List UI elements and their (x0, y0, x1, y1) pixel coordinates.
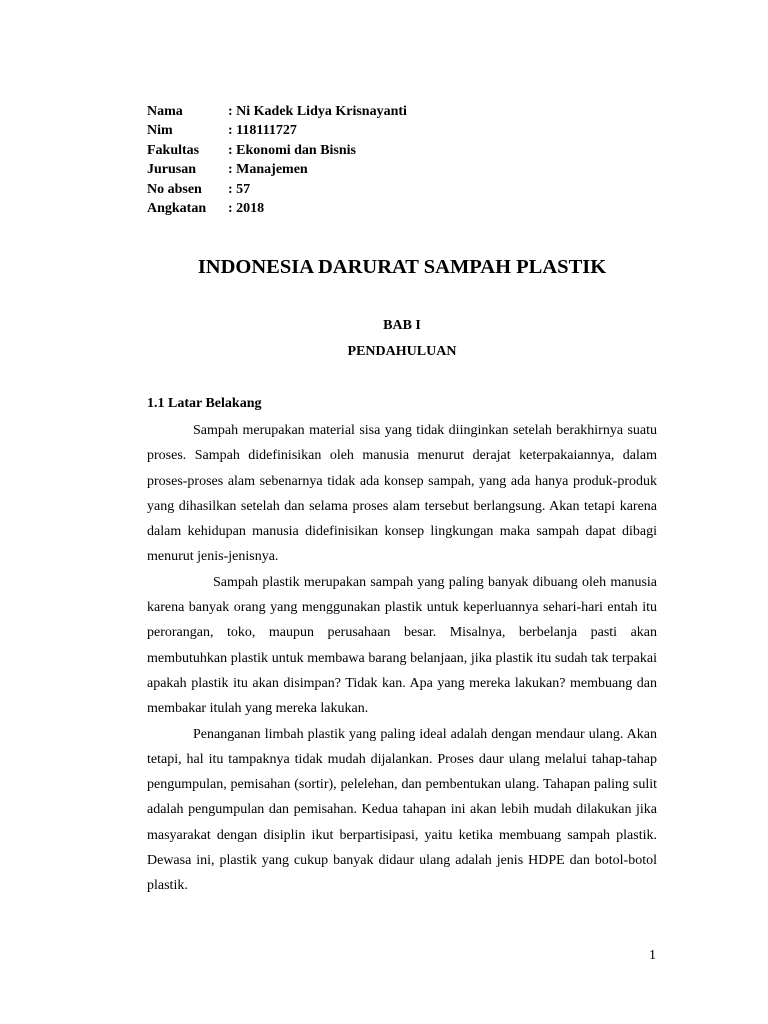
info-label: No absen (147, 181, 202, 197)
info-row-nim (147, 121, 407, 140)
body-text (147, 418, 657, 899)
document-title: INDONESIA DARURAT SAMPAH PLASTIK (197, 256, 607, 278)
info-value: : Ni Kadek Lidya Krisnayanti (228, 104, 407, 119)
paragraph-2: Sampah plastik merupakan sampah yang paling banyak dibuang oleh manusia karena banyak orang yang menggunakan plastik untuk keperluannya sehari-hari entah itu perorangan, toko, maupun perusahaan besar. Misalnya, berbelanja pasti akan membutuhkan plastik untuk membawa barang belanjaan, jika plastik itu sudah tak terpakai apakah plastik itu akan disimpan? Tidak kan. Apa yang mereka lakukan? membuang dan membakar itulah yang mereka lakukan. (147, 574, 657, 717)
info-row-fakultas (147, 141, 407, 160)
section-heading: 1.1 Latar Belakang (147, 396, 262, 411)
info-value: : 57 (228, 181, 251, 197)
info-label: Angkatan (147, 201, 207, 217)
paragraph-1: Sampah merupakan material sisa yang tidak diinginkan setelah berakhirnya suatu proses. Sampah didefinisikan oleh manusia menurut derajat keterpakaiannya, dalam proses-proses alam sebenarnya tidak ada konsep sampah, yang ada hanya produk-produk yang dihasilkan setelah dan selama proses alam tersebut berlangsung. Akan tetapi karena dalam kehidupan manusia didefinisikan konsep lingkungan maka sampah dapat dibagi menurut jenis-jenisnya. (147, 423, 657, 565)
student-info-block (147, 102, 407, 218)
page-number: 1 (649, 948, 656, 963)
chapter-title: PENDAHULUAN (347, 344, 457, 359)
info-label: Fakultas (147, 142, 200, 158)
info-value: : Ekonomi dan Bisnis (228, 142, 356, 158)
info-row-nama (147, 102, 407, 121)
info-label: Jurusan (147, 162, 197, 178)
info-value: : 2018 (228, 201, 265, 217)
paragraph-3: Penanganan limbah plastik yang paling ideal adalah dengan mendaur ulang. Akan tetapi, hal itu tampaknya tidak mudah dijalankan. Proses daur ulang melalui tahap-tahap pengumpulan, pemisahan (sortir), pelelehan, dan pembentukan ulang. Tahapan paling sulit adalah pengumpulan dan pemisahan. Kedua tahapan ini akan lebih mudah dilakukan jika masyarakat dengan disiplin ikut berpartisipasi, yaitu ketika membuang sampah plastik. Dewasa ini, plastik yang cukup banyak didaur ulang adalah jenis HDPE dan botol-botol plastik. (147, 726, 657, 894)
info-label: Nim (147, 123, 173, 139)
info-row-no-absen (147, 180, 407, 199)
info-value: : Manajemen (228, 162, 308, 178)
info-row-angkatan (147, 199, 407, 218)
chapter-number: BAB I (383, 318, 421, 333)
info-row-jurusan (147, 160, 407, 179)
info-value: : 118111727 (228, 123, 297, 139)
info-label: Nama (147, 104, 183, 119)
